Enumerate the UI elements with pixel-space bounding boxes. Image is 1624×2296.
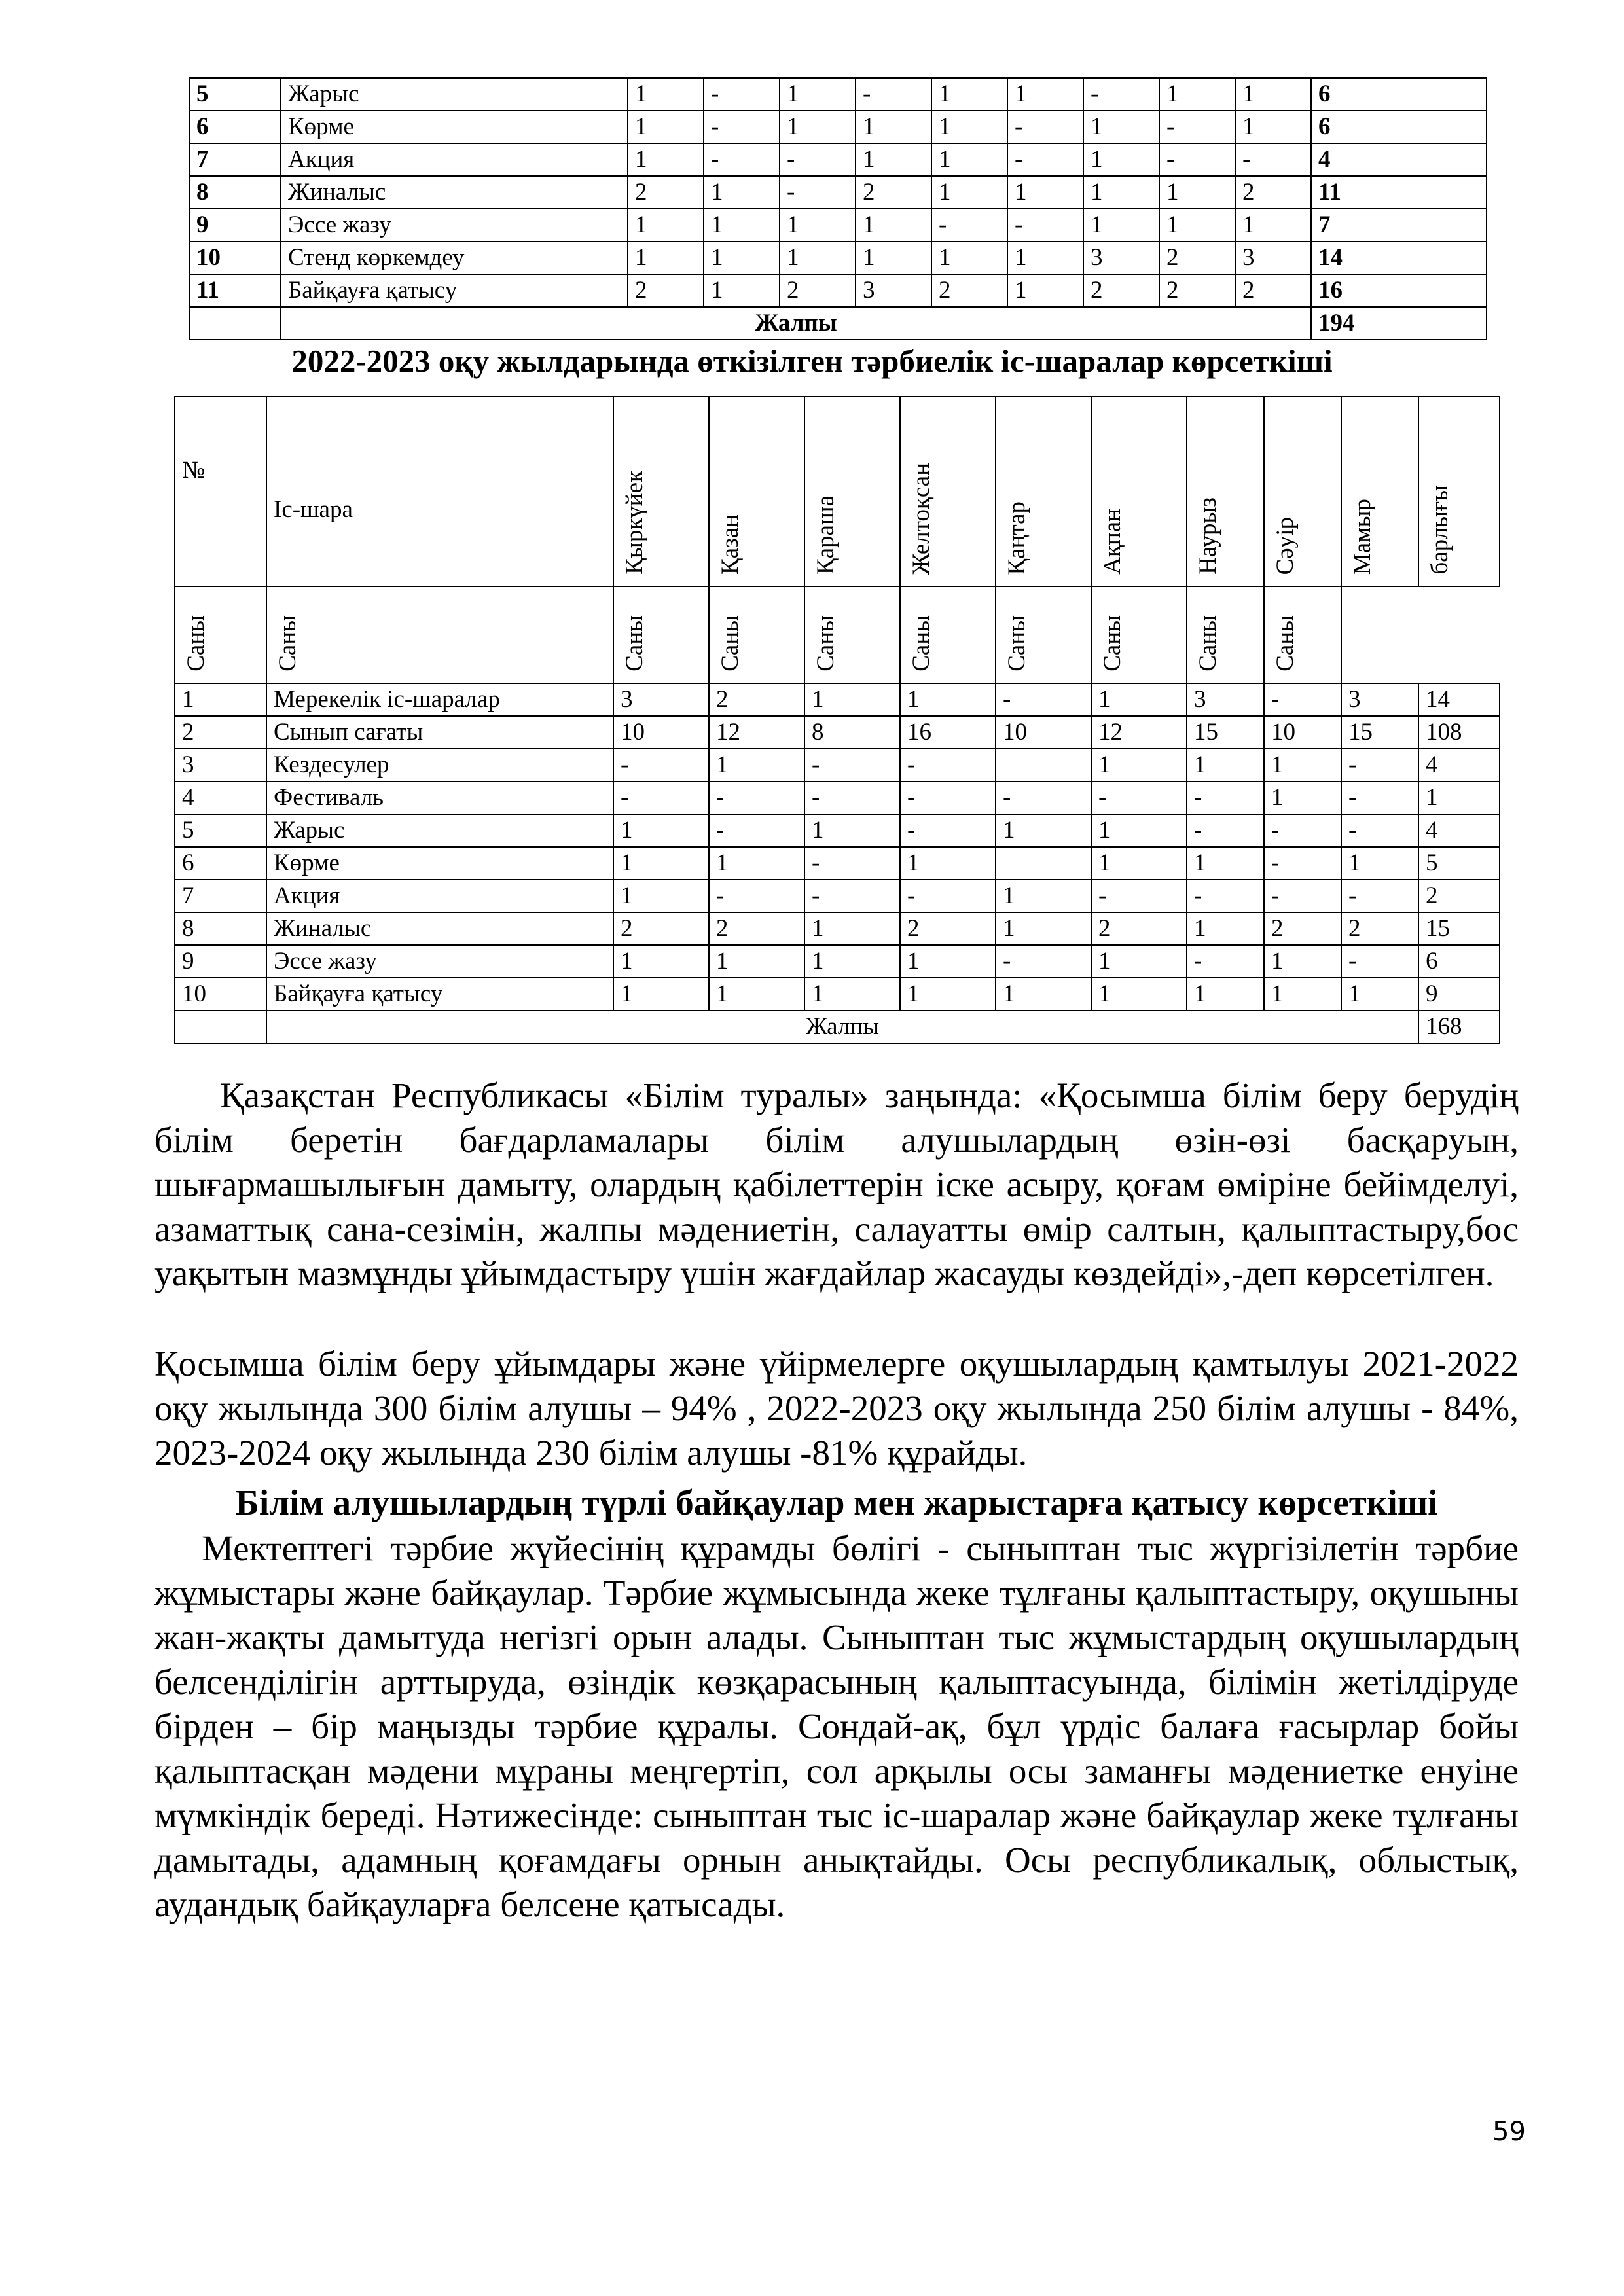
month-count: 2 <box>709 912 804 945</box>
month-header-label: Қыркүйек <box>621 471 648 575</box>
count-header-label: Саны <box>908 615 935 672</box>
month-count: - <box>1159 143 1235 176</box>
month-count: 8 <box>804 716 900 749</box>
count-header <box>804 586 900 683</box>
count-header-label: Саны <box>1003 615 1030 672</box>
table-row <box>175 781 1500 814</box>
month-header-label: Наурыз <box>1195 497 1221 575</box>
total-label: Жалпы <box>266 1011 1418 1043</box>
month-count: 16 <box>900 716 996 749</box>
count-header <box>996 586 1091 683</box>
table-row <box>189 78 1487 111</box>
month-header <box>900 397 996 586</box>
month-count: 12 <box>709 716 804 749</box>
month-count: 1 <box>780 111 856 143</box>
month-count: - <box>1159 111 1235 143</box>
month-count: 1 <box>1091 749 1187 781</box>
month-count: 1 <box>1091 814 1187 847</box>
month-count: 1 <box>1187 978 1264 1011</box>
month-count: 9 <box>1418 978 1500 1011</box>
month-count: - <box>1007 209 1083 242</box>
month-count: - <box>709 814 804 847</box>
event-name: Акция <box>266 880 613 912</box>
events-table-continued <box>189 77 1487 340</box>
month-count: - <box>704 78 780 111</box>
month-count: - <box>804 749 900 781</box>
row-number: 8 <box>189 176 281 209</box>
month-count: - <box>1007 143 1083 176</box>
month-header <box>1187 397 1264 586</box>
month-count: - <box>804 847 900 880</box>
table-row <box>189 176 1487 209</box>
count-header <box>1091 586 1187 683</box>
paragraph-law: Қазақстан Республикасы «Білім туралы» заңында: «Қосымша білім беру берудің білім беретін бағдарламалары білім алушылардың өзін-өзі басқаруын, шығармашылығын дамыту, олардың қабілеттерін іске асыру, қоғам өміріне бейімделуі, азаматтық сана-сезімін, жалпы мәдениетін, салауатты өмір салтын, қалыптастыру,бос уақытын мазмұнды ұйымдастыру үшін жағдайлар жасауды көздейді»,-деп көрсетілген. <box>154 1075 1519 1293</box>
month-count: - <box>1187 781 1264 814</box>
month-count: - <box>1341 814 1418 847</box>
month-count: 1 <box>1091 847 1187 880</box>
month-count: 14 <box>1418 683 1500 716</box>
month-count: - <box>1091 880 1187 912</box>
month-header <box>1091 397 1187 586</box>
month-count: 10 <box>1264 716 1341 749</box>
month-count: - <box>804 880 900 912</box>
header-number: № <box>175 397 266 586</box>
month-count: 1 <box>1007 176 1083 209</box>
table-row <box>189 111 1487 143</box>
month-count: 1 <box>628 111 704 143</box>
month-count: 1 <box>996 814 1091 847</box>
count-header <box>900 586 996 683</box>
count-header-label: Саны <box>1099 615 1126 672</box>
row-total: 4 <box>1311 143 1487 176</box>
table-row <box>175 716 1500 749</box>
month-header-label: Сәуір <box>1272 516 1299 575</box>
month-count: 1 <box>1007 242 1083 274</box>
month-header-label: Қаңтар <box>1003 501 1030 575</box>
month-count: - <box>900 749 996 781</box>
table-row <box>175 683 1500 716</box>
month-count: 1 <box>1159 78 1235 111</box>
month-count: 1 <box>628 143 704 176</box>
month-count: - <box>704 143 780 176</box>
month-count: 1 <box>900 945 996 978</box>
month-count: 1 <box>856 111 931 143</box>
month-count: 1 <box>900 683 996 716</box>
month-count: 15 <box>1187 716 1264 749</box>
month-count: 1 <box>931 111 1007 143</box>
month-count: 1 <box>1235 209 1311 242</box>
month-count: 1 <box>804 814 900 847</box>
month-count: - <box>900 814 996 847</box>
month-header-label: Қараша <box>812 495 839 575</box>
month-count: 2 <box>856 176 931 209</box>
row-number: 6 <box>175 847 266 880</box>
row-number: 6 <box>189 111 281 143</box>
event-name: Көрме <box>281 111 628 143</box>
row-number: 7 <box>189 143 281 176</box>
row-number: 5 <box>189 78 281 111</box>
month-count: 1 <box>709 978 804 1011</box>
month-count: 1 <box>1418 781 1500 814</box>
table-row <box>175 749 1500 781</box>
month-count: - <box>780 176 856 209</box>
month-count: 2 <box>900 912 996 945</box>
event-name: Жарыс <box>266 814 613 847</box>
month-header <box>613 397 709 586</box>
month-count: 12 <box>1091 716 1187 749</box>
month-count: 2 <box>1341 912 1418 945</box>
row-total: 14 <box>1311 242 1487 274</box>
month-count: 2 <box>1235 176 1311 209</box>
table-row <box>189 209 1487 242</box>
month-count: 1 <box>628 78 704 111</box>
month-count: 10 <box>996 716 1091 749</box>
month-count: - <box>931 209 1007 242</box>
month-count: 3 <box>1083 242 1159 274</box>
table-row <box>189 143 1487 176</box>
count-header-label: Саны <box>183 615 209 672</box>
month-count: - <box>1083 78 1159 111</box>
total-label: Жалпы <box>281 307 1311 340</box>
month-header <box>996 397 1091 586</box>
month-count: 1 <box>1187 847 1264 880</box>
month-count: 1 <box>1187 912 1264 945</box>
month-count: - <box>1187 945 1264 978</box>
month-count: 4 <box>1418 749 1500 781</box>
count-header-label: Саны <box>812 615 839 672</box>
month-count: 1 <box>704 176 780 209</box>
month-count: 1 <box>1235 78 1311 111</box>
event-name: Сынып сағаты <box>266 716 613 749</box>
month-count: 1 <box>1264 781 1341 814</box>
count-header-label: Саны <box>274 615 301 672</box>
month-count: 1 <box>1187 749 1264 781</box>
header-event: Іс-шара <box>266 397 613 586</box>
table-row <box>175 912 1500 945</box>
month-count: 2 <box>1083 274 1159 307</box>
month-count: 2 <box>931 274 1007 307</box>
month-count: 15 <box>1341 716 1418 749</box>
month-count: 1 <box>1007 274 1083 307</box>
month-count: 1 <box>900 847 996 880</box>
month-count: - <box>1264 683 1341 716</box>
month-count: 1 <box>780 78 856 111</box>
month-count: - <box>1264 880 1341 912</box>
grand-total: 194 <box>1311 307 1487 340</box>
month-count: - <box>900 781 996 814</box>
month-count: - <box>780 143 856 176</box>
table-row <box>189 242 1487 274</box>
row-number: 1 <box>175 683 266 716</box>
paragraph-education: Мектептегі тәрбие жүйесінің құрамды бөлігі - сыныптан тыс жүргізілетін тәрбие жұмыстары және байқаулар. Тәрбие жұмысында жеке тұлғаны қалыптастыру, оқушыны жан-жақты дамытуда негізгі орын алады. Сыныптан тыс жұмыстардың оқушылардың белсенділігін арттыруда, өзіндік көзқарасының қалыптасуында, білімін жетілдіруде бірден – бір маңызды тәрбие құралы. Сондай-ақ, бұл үрдіс балаға ғасырлар бойы қалыптасқан мәдени мұраны меңгертіп, сол арқылы осы заманғы мәдениетке енуіне мүмкіндік береді. Нәтижесінде: сыныптан тыс іс-шаралар және байқаулар жеке тұлғаны дамытады, адамның қоғамдағы орнын анықтайды. Осы республикалық, облыстық, аудандық байқауларға белсене қатысады. <box>154 1528 1519 1924</box>
page-number: 59 <box>1492 2117 1526 2147</box>
month-count <box>996 847 1091 880</box>
row-total: 6 <box>1311 111 1487 143</box>
event-name: Жиналыс <box>266 912 613 945</box>
month-count: 3 <box>1187 683 1264 716</box>
count-header <box>709 586 804 683</box>
row-number: 2 <box>175 716 266 749</box>
count-header-label: Саны <box>1272 615 1299 672</box>
event-name: Көрме <box>266 847 613 880</box>
month-count: 1 <box>1264 945 1341 978</box>
event-name: Байқауға қатысу <box>266 978 613 1011</box>
month-count: 1 <box>900 978 996 1011</box>
month-count: 1 <box>628 209 704 242</box>
month-count: 1 <box>709 945 804 978</box>
month-count: 1 <box>1083 111 1159 143</box>
month-count: 4 <box>1418 814 1500 847</box>
count-header <box>1187 586 1264 683</box>
event-name: Жиналыс <box>281 176 628 209</box>
month-header <box>1341 397 1418 586</box>
row-number: 11 <box>189 274 281 307</box>
month-count: 3 <box>856 274 931 307</box>
event-name: Акция <box>281 143 628 176</box>
month-count: - <box>900 880 996 912</box>
count-header <box>266 586 613 683</box>
month-count: 1 <box>1264 978 1341 1011</box>
month-count: - <box>1341 781 1418 814</box>
month-count: - <box>1264 814 1341 847</box>
month-count: 1 <box>1159 209 1235 242</box>
month-count: 1 <box>1264 749 1341 781</box>
month-count: - <box>1091 781 1187 814</box>
table-row <box>175 978 1500 1011</box>
month-count: 1 <box>856 209 931 242</box>
count-header-label: Саны <box>1195 615 1221 672</box>
month-count: 1 <box>931 78 1007 111</box>
month-count: - <box>996 945 1091 978</box>
month-header <box>1418 397 1500 586</box>
row-number: 3 <box>175 749 266 781</box>
event-name: Эссе жазу <box>281 209 628 242</box>
month-count: 1 <box>856 242 931 274</box>
month-count: - <box>613 749 709 781</box>
month-count: - <box>709 781 804 814</box>
month-count: 6 <box>1418 945 1500 978</box>
row-total: 6 <box>1311 78 1487 111</box>
month-count: 1 <box>804 912 900 945</box>
count-header-label: Саны <box>717 615 744 672</box>
row-number: 4 <box>175 781 266 814</box>
total-row <box>175 1011 1500 1043</box>
month-count: 3 <box>613 683 709 716</box>
empty-cell <box>175 1011 266 1043</box>
row-number: 7 <box>175 880 266 912</box>
month-count: 1 <box>780 209 856 242</box>
month-count: 2 <box>613 912 709 945</box>
month-count: 2 <box>1159 274 1235 307</box>
month-header <box>1264 397 1341 586</box>
row-number: 9 <box>175 945 266 978</box>
month-count: 108 <box>1418 716 1500 749</box>
table2-title: 2022-2023 оқу жылдарында өткізілген тәрбиелік іс-шаралар көрсеткіші <box>291 343 1333 379</box>
month-count: 15 <box>1418 912 1500 945</box>
event-name: Эссе жазу <box>266 945 613 978</box>
month-header-label: Қазан <box>717 514 744 575</box>
month-header-label: Мамыр <box>1349 498 1376 575</box>
month-count: 1 <box>931 143 1007 176</box>
events-table-2022-2023 <box>174 396 1500 1044</box>
row-total: 16 <box>1311 274 1487 307</box>
month-count: 1 <box>1007 78 1083 111</box>
event-name: Мерекелік іс-шаралар <box>266 683 613 716</box>
table-row <box>175 880 1500 912</box>
event-name: Стенд көркемдеу <box>281 242 628 274</box>
month-count: 2 <box>628 274 704 307</box>
month-count: 1 <box>709 749 804 781</box>
month-count: 2 <box>1264 912 1341 945</box>
table-row <box>189 274 1487 307</box>
month-count: 3 <box>1341 683 1418 716</box>
month-count: 2 <box>780 274 856 307</box>
month-count: 2 <box>1091 912 1187 945</box>
month-count: - <box>709 880 804 912</box>
month-count: 1 <box>1341 847 1418 880</box>
month-header-label: барлығы <box>1426 485 1453 575</box>
month-count: 2 <box>709 683 804 716</box>
month-header-label: Ақпан <box>1099 509 1126 575</box>
month-count: - <box>1187 880 1264 912</box>
row-number: 10 <box>189 242 281 274</box>
month-count: 2 <box>628 176 704 209</box>
month-count: 1 <box>709 847 804 880</box>
table-row <box>175 847 1500 880</box>
month-count: - <box>1341 880 1418 912</box>
month-count: - <box>1264 847 1341 880</box>
count-header <box>1264 586 1341 683</box>
month-count: 1 <box>1341 978 1418 1011</box>
month-count: 1 <box>996 880 1091 912</box>
event-name: Байқауға қатысу <box>281 274 628 307</box>
month-count: 1 <box>628 242 704 274</box>
month-count: 1 <box>613 880 709 912</box>
count-header <box>613 586 709 683</box>
month-count: - <box>996 781 1091 814</box>
month-count: - <box>856 78 931 111</box>
month-count: 1 <box>931 176 1007 209</box>
month-count: - <box>996 683 1091 716</box>
month-count: 1 <box>704 274 780 307</box>
month-count: 1 <box>613 814 709 847</box>
month-count: 1 <box>856 143 931 176</box>
month-count: 1 <box>613 945 709 978</box>
table-row <box>175 945 1500 978</box>
total-row <box>189 307 1487 340</box>
month-count: 1 <box>1091 978 1187 1011</box>
count-header <box>175 586 266 683</box>
month-count: - <box>1235 143 1311 176</box>
month-count: 1 <box>804 978 900 1011</box>
month-count: 1 <box>704 242 780 274</box>
month-count: - <box>613 781 709 814</box>
month-count: 2 <box>1159 242 1235 274</box>
row-total: 11 <box>1311 176 1487 209</box>
month-count: - <box>1341 749 1418 781</box>
month-header-label: Желтоқсан <box>908 462 935 575</box>
month-count: 1 <box>1091 683 1187 716</box>
month-count: 1 <box>931 242 1007 274</box>
month-count: 3 <box>1235 242 1311 274</box>
event-name: Кездесулер <box>266 749 613 781</box>
month-count: 1 <box>1159 176 1235 209</box>
paragraph-coverage: Қосымша білім беру ұйымдары және үйірмелерге оқушылардың қамтылуы 2021-2022 оқу жылында 300 білім алушы – 94% , 2022-2023 оқу жылында 250 білім алушы - 84%, 2023-2024 оқу жылында 230 білім алушы -81% құрайды. <box>154 1344 1519 1473</box>
event-name: Фестиваль <box>266 781 613 814</box>
section-heading: Білім алушылардың түрлі байқаулар мен жарыстарға қатысу көрсеткіші <box>235 1482 1438 1522</box>
month-count: 1 <box>804 945 900 978</box>
month-count: - <box>1187 814 1264 847</box>
month-count: - <box>704 111 780 143</box>
month-count: 1 <box>996 978 1091 1011</box>
count-header-label: Саны <box>621 615 648 672</box>
month-count: 1 <box>1083 143 1159 176</box>
month-count: 1 <box>1083 209 1159 242</box>
month-header <box>804 397 900 586</box>
month-count: 1 <box>780 242 856 274</box>
month-count: 1 <box>1091 945 1187 978</box>
month-count: - <box>1007 111 1083 143</box>
row-number: 5 <box>175 814 266 847</box>
month-count: 1 <box>704 209 780 242</box>
month-count: 2 <box>1235 274 1311 307</box>
table-row <box>175 814 1500 847</box>
month-count: 1 <box>1083 176 1159 209</box>
month-count <box>996 749 1091 781</box>
month-count: 1 <box>1235 111 1311 143</box>
grand-total: 168 <box>1418 1011 1500 1043</box>
month-count: 1 <box>613 847 709 880</box>
row-number: 10 <box>175 978 266 1011</box>
empty-cell <box>189 307 281 340</box>
row-number: 9 <box>189 209 281 242</box>
month-count: 1 <box>613 978 709 1011</box>
month-count: - <box>1341 945 1418 978</box>
month-count: 5 <box>1418 847 1500 880</box>
month-count: 1 <box>996 912 1091 945</box>
month-count: 1 <box>804 683 900 716</box>
event-name: Жарыс <box>281 78 628 111</box>
row-total: 7 <box>1311 209 1487 242</box>
month-header <box>709 397 804 586</box>
month-count: 10 <box>613 716 709 749</box>
month-count: - <box>804 781 900 814</box>
row-number: 8 <box>175 912 266 945</box>
month-count: 2 <box>1418 880 1500 912</box>
